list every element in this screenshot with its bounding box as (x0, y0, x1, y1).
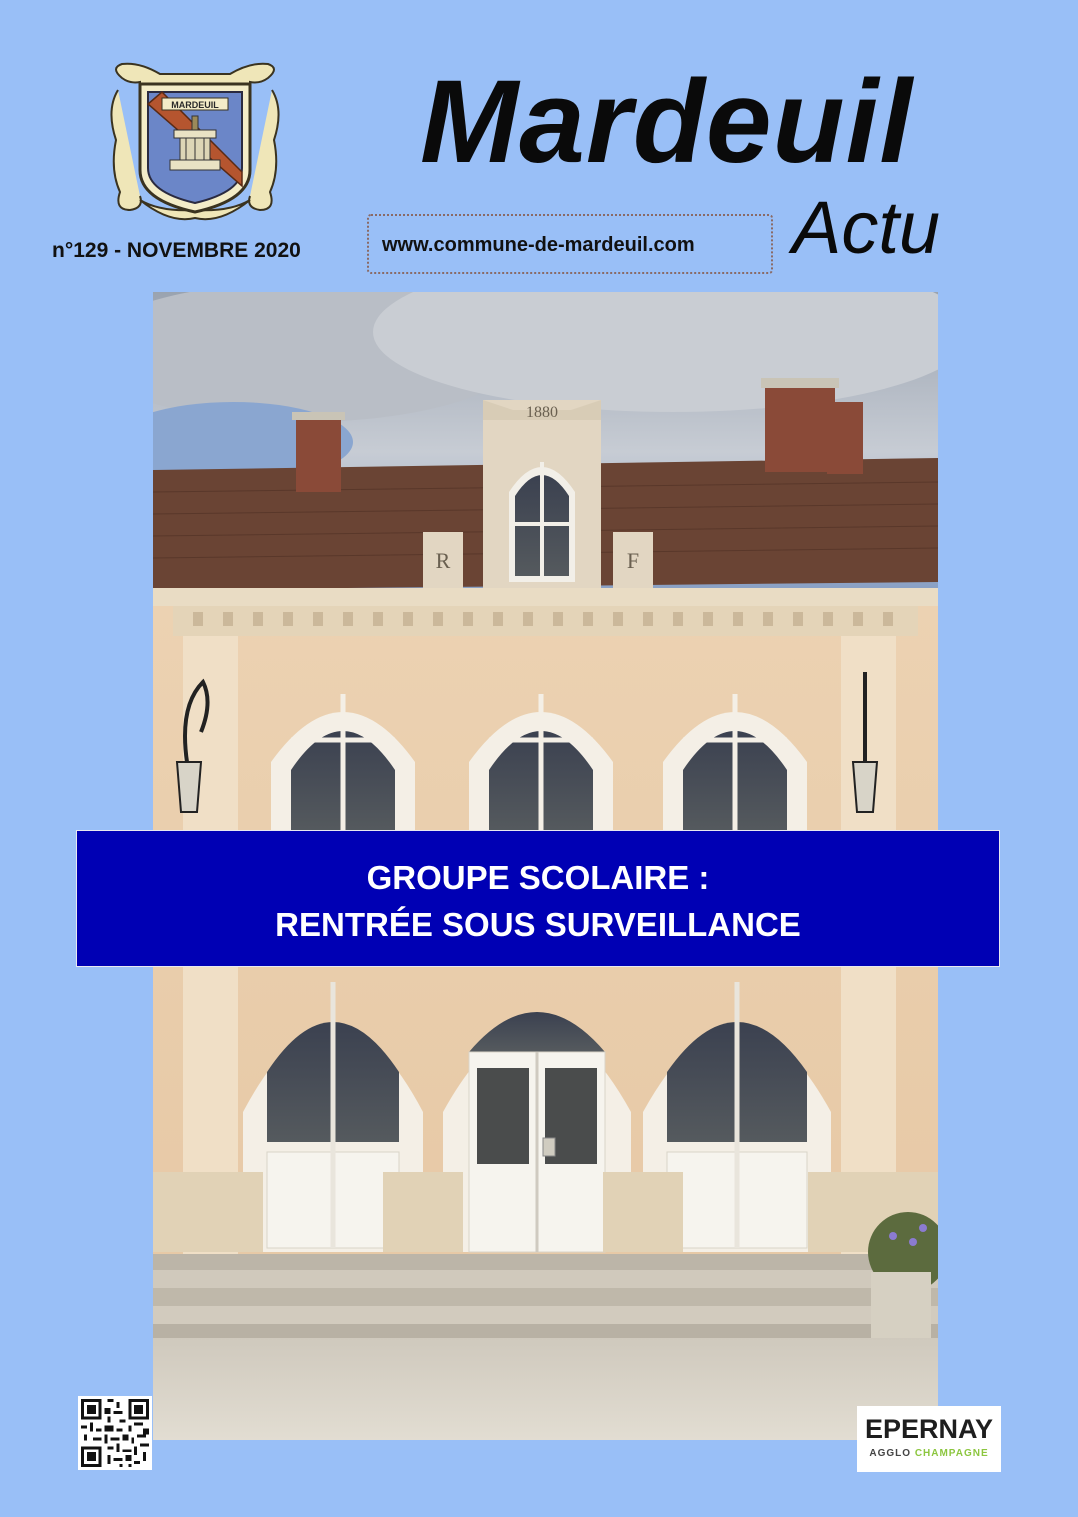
facade-letter-r: R (435, 548, 451, 573)
coat-of-arms-icon (100, 60, 290, 225)
headline-line-1: GROUPE SCOLAIRE : (366, 859, 710, 896)
logo-subtitle (863, 1448, 995, 1460)
epernay-agglo-logo[interactable] (857, 1406, 1001, 1472)
facade-letter-f: F (626, 548, 640, 573)
facade-date: 1880 (526, 404, 558, 421)
qr-code-icon[interactable] (78, 1396, 152, 1470)
logo-sub-champagne: CHAMPAGNE (914, 1448, 989, 1459)
logo-sub-agglo: AGGLO (869, 1448, 912, 1459)
newsletter-title: Mardeuil (420, 56, 914, 188)
headline-line-2: RENTRÉE SOUS SURVEILLANCE (275, 906, 801, 943)
crest-banner-text: MARDEUIL (171, 100, 219, 110)
headline-banner (76, 830, 1000, 967)
logo-name: EPERNAY (864, 1414, 994, 1444)
issue-number: n°129 - NOVEMBRE 2020 (52, 239, 301, 262)
website-link[interactable]: www.commune-de-mardeuil.com (382, 234, 695, 256)
newsletter-subtitle: Actu (792, 186, 941, 269)
